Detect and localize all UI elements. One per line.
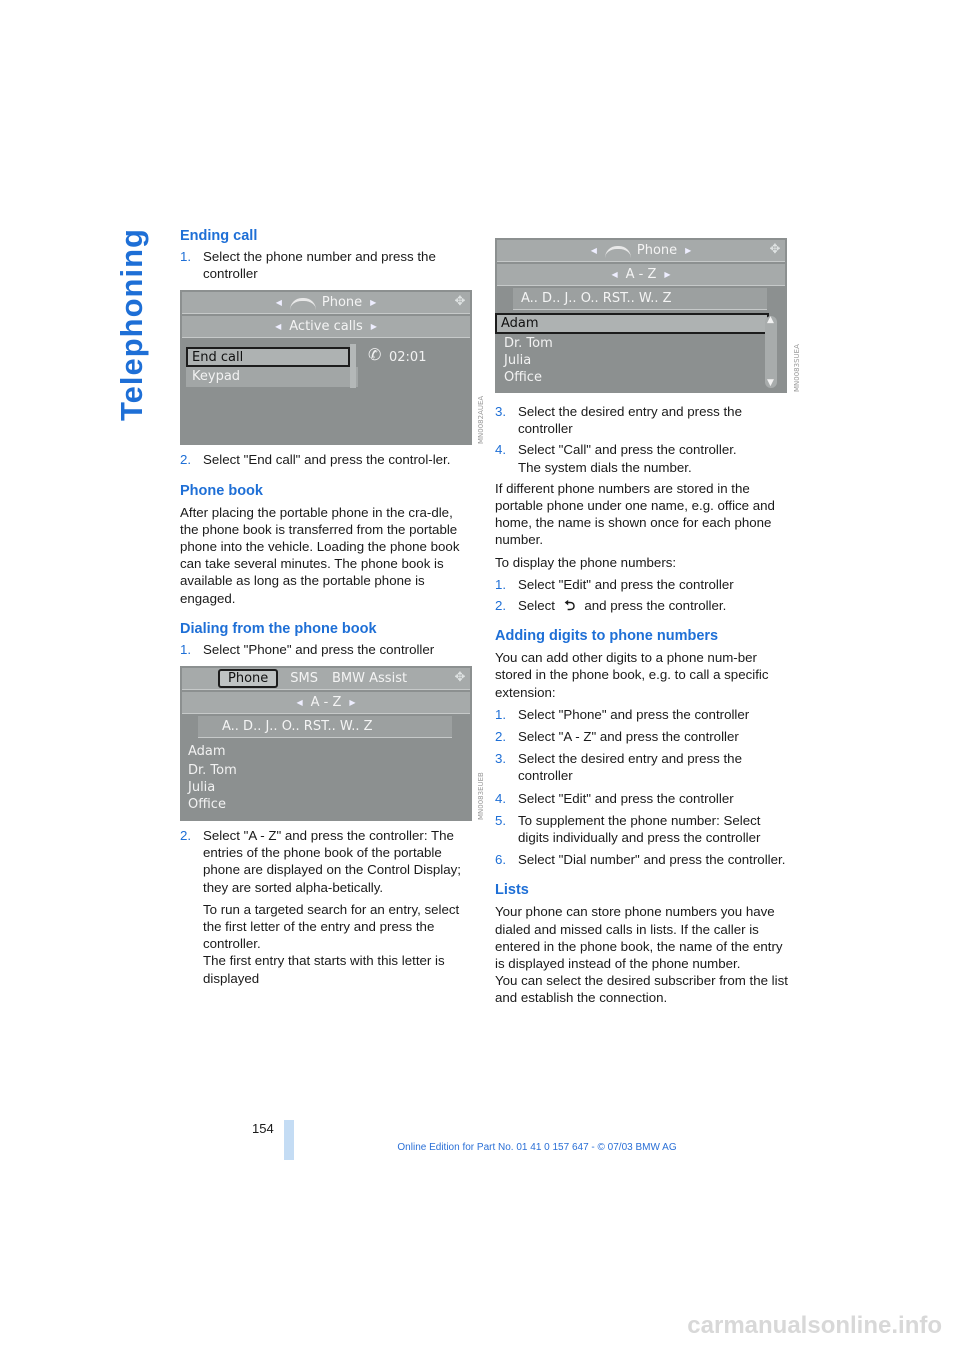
step-text: Select the desired entry and press the controller	[518, 751, 742, 784]
watermark: carmanualsonline.info	[687, 1312, 942, 1339]
step-text: To supplement the phone number: Select digits individually and press the controller	[518, 812, 761, 846]
step-item	[495, 597, 790, 614]
menu-bar-label: Phone	[321, 295, 363, 311]
step-text: Select	[518, 598, 555, 614]
step-text: Select "Dial number" and press the controller.	[518, 852, 786, 868]
heading-ending-call: Ending call	[180, 228, 258, 244]
step-continuation	[180, 901, 470, 987]
tab-bar	[182, 668, 470, 690]
tab-phone: Phone	[218, 669, 278, 688]
step-item	[495, 790, 790, 807]
arrow-right-icon: ▶	[370, 322, 377, 332]
paragraph: If different phone numbers are stored in the portable phone under one name, e.g. office and home, the name is shown once for each phone number.	[495, 480, 775, 548]
step-item	[495, 851, 790, 868]
scroll-up-icon: ▲	[767, 315, 774, 325]
step-item	[495, 706, 790, 723]
list-item: Julia	[188, 780, 216, 796]
step-text: Select "Phone" and press the controller	[518, 706, 750, 722]
phone-handset-icon: ✆	[368, 345, 382, 365]
menu-bar-label: A - Z	[310, 695, 342, 711]
image-code: MN0082AUEA	[477, 396, 485, 445]
letter-bar	[513, 288, 767, 310]
arrow-left-icon: ◀	[296, 698, 303, 708]
selected-label: Adam	[501, 316, 539, 331]
right-column	[495, 238, 801, 1007]
step-text: and press the controller.	[584, 598, 727, 614]
phone-handset-icon	[605, 246, 631, 259]
tab-bmw-assist: BMW Assist	[332, 671, 408, 687]
arrow-right-icon: ▶	[685, 246, 692, 255]
list-item: Dr. Tom	[188, 763, 237, 779]
list-item-keypad	[186, 367, 358, 387]
arrow-right-icon: ▶	[349, 698, 356, 708]
return-arrow-icon: ⮌	[564, 598, 575, 614]
tab-sms: SMS	[290, 671, 319, 687]
step-item	[180, 248, 470, 282]
paragraph: You can add other digits to a phone num-ber stored in the phone book, e.g. to call a specific extension:	[495, 650, 769, 700]
page-number: 154	[252, 1121, 274, 1136]
heading-phone-book: Phone book	[180, 482, 263, 499]
selected-label: End call	[192, 349, 244, 365]
step-text: To run a targeted search for an entry, select the first letter of the entry and press the controller.	[203, 901, 460, 952]
step-number: 2.	[495, 729, 507, 745]
heading-lists: Lists	[495, 882, 529, 899]
step-number: 2.	[495, 598, 507, 614]
step-item	[495, 441, 790, 475]
step-number: 1.	[180, 641, 192, 657]
chapter-side-title	[108, 228, 158, 452]
selected-item-end-call	[186, 347, 350, 367]
move-icon: ✥	[769, 242, 781, 257]
page-margin-bar	[284, 1120, 294, 1160]
step-number: 1.	[180, 249, 192, 264]
menu-bar-label: Active calls	[289, 319, 363, 335]
menu-bar-phone	[497, 240, 785, 262]
step-text: The system dials the number.	[518, 459, 692, 475]
list-item: Office	[504, 370, 542, 385]
image-code: MN0083EUEB	[477, 772, 485, 821]
list-item: Julia	[504, 353, 532, 368]
heading-dialing: Dialing from the phone book	[180, 620, 377, 637]
letter-ranges: A.. D.. J.. O.. RST.. W.. Z	[222, 719, 373, 735]
arrow-left-icon: ◀	[611, 270, 618, 279]
list-item: Dr. Tom	[504, 336, 553, 351]
paragraph: You can select the desired subscriber from the list and establish the connection.	[495, 973, 788, 1006]
list-item-label: Keypad	[192, 369, 241, 385]
step-text: Select "A - Z" and press the controller: The entries of the phone book of the portable phone are displayed on the Control Display; they are sorted alpha-betically.	[203, 828, 461, 895]
step-text: Select "Phone" and press the controller	[203, 641, 435, 657]
footer-text: Online Edition for Part No. 01 41 0 157 647 - © 07/03 BMW AG	[397, 1142, 677, 1153]
step-number: 1.	[495, 576, 507, 592]
step-number: 2.	[180, 452, 192, 468]
control-display-active-calls	[180, 290, 485, 445]
menu-bar-phone	[182, 292, 470, 314]
menu-bar-label: A - Z	[625, 267, 657, 282]
menu-bar-active-calls	[182, 316, 470, 338]
selected-item-adam	[495, 313, 769, 334]
move-icon: ✥	[454, 294, 466, 310]
step-item	[495, 403, 790, 437]
move-icon: ✥	[454, 670, 466, 686]
arrow-right-icon: ▶	[664, 270, 671, 279]
paragraph: To display the phone numbers:	[495, 554, 677, 570]
step-item	[180, 641, 470, 658]
step-item	[495, 812, 790, 846]
arrow-right-icon: ▶	[370, 298, 377, 308]
letter-bar	[198, 716, 452, 738]
step-text: Select "A - Z" and press the controller	[518, 729, 739, 745]
arrow-left-icon: ◀	[590, 246, 597, 255]
step-text: Select "Edit" and press the controller	[518, 790, 734, 806]
image-code: MN0083SUEA	[793, 344, 801, 392]
menu-bar-a-z	[497, 264, 785, 286]
paragraph: Your phone can store phone numbers you have dialed and missed calls in lists. If the caller is entered in the phone book, the name of the entry is displayed instead of the phone number.	[495, 904, 783, 972]
adding-steps-list	[495, 706, 790, 869]
heading-adding-digits: Adding digits to phone numbers	[495, 628, 719, 645]
step-item	[495, 750, 790, 784]
list-item: Adam	[188, 744, 226, 760]
control-display-entry-selected	[495, 238, 801, 393]
step-text: Select "Edit" and press the controller	[518, 576, 734, 592]
step-number: 3.	[495, 751, 507, 767]
step-text: Select the desired entry and press the controller	[518, 404, 742, 437]
step-number: 3.	[495, 404, 507, 419]
phone-handset-icon	[290, 298, 316, 311]
step-item	[495, 576, 790, 593]
step-item	[180, 827, 470, 896]
control-display-phone-menu	[180, 666, 485, 821]
step-text: Select "Call" and press the controller.	[518, 442, 737, 458]
step-number: 4.	[495, 790, 507, 806]
step-item	[180, 451, 470, 468]
step-text: Select the phone number and press the controller	[203, 249, 436, 282]
letter-ranges: A.. D.. J.. O.. RST.. W.. Z	[521, 291, 672, 306]
scroll-down-icon: ▼	[767, 378, 774, 388]
step-number: 5.	[495, 812, 507, 828]
footer	[0, 1142, 960, 1153]
arrow-left-icon: ◀	[275, 298, 282, 308]
step-item	[495, 728, 790, 745]
list-item: Office	[188, 797, 226, 813]
chapter-title-text: Telephoning	[114, 228, 149, 421]
arrow-left-icon: ◀	[275, 322, 282, 332]
scroll-indicator	[350, 344, 356, 388]
step-number: 1.	[495, 706, 507, 722]
menu-bar-label: Phone	[636, 243, 678, 258]
step-number: 4.	[495, 442, 507, 458]
left-column	[180, 228, 485, 987]
step-number: 6.	[495, 852, 507, 868]
phone-book-paragraph: After placing the portable phone in the cra-dle, the phone book is transferred from the portable phone into the vehicle. Loading the phone book can take several minutes. The phone book is available as long as the portable phone is engaged.	[180, 504, 460, 606]
menu-bar-a-z	[182, 692, 470, 714]
step-text: The first entry that starts with this letter is displayed	[203, 953, 445, 986]
step-text: Select "End call" and press the control-ler.	[203, 452, 451, 468]
step-number: 2.	[180, 828, 192, 844]
call-timer: 02:01	[389, 350, 427, 366]
